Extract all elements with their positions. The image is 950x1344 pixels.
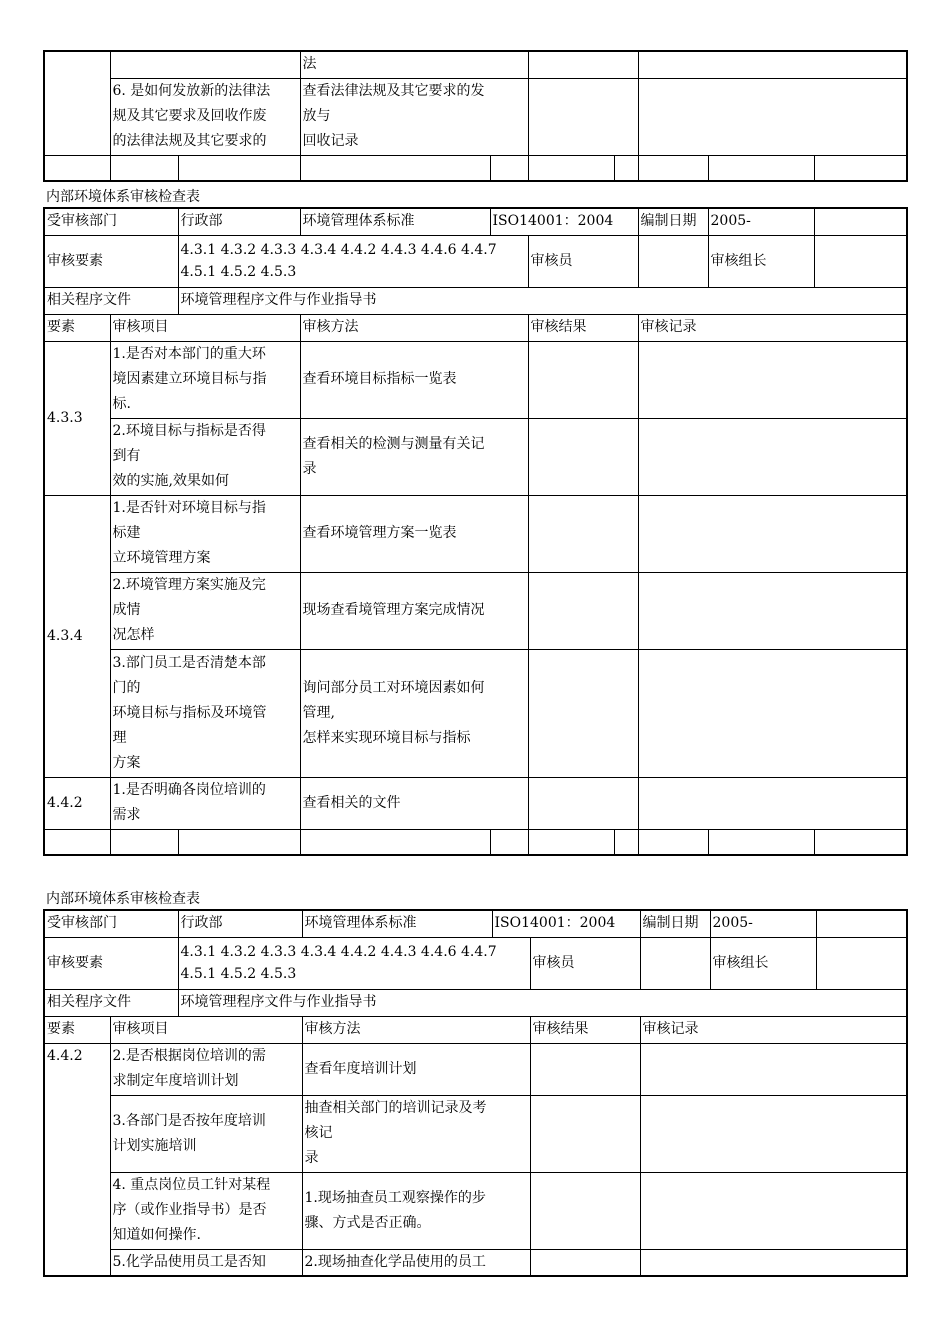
elements-label: 审核要素 <box>44 937 178 989</box>
filler-cell <box>638 155 708 181</box>
audit-record <box>638 777 907 829</box>
audit-method: 查看相关的文件 <box>300 777 528 829</box>
audit-item: 1.是否针对环境目标与指 标建 立环境管理方案 <box>110 495 300 572</box>
audit-method: 查看年度培训计划 <box>302 1043 530 1095</box>
filler-cell <box>44 155 110 181</box>
fragment-section <box>43 50 906 182</box>
audit-result <box>528 495 638 572</box>
audit-checklist-1 <box>43 188 906 856</box>
audit-result <box>530 1095 640 1172</box>
audit-item: 1.是否明确各岗位培训的 需求 <box>110 777 300 829</box>
audit-item: 1.是否对本部门的重大环 境因素建立环境目标与指 标. <box>110 341 300 418</box>
docs-label: 相关程序文件 <box>44 287 178 314</box>
filler-cell <box>708 829 814 855</box>
element-cell: 4.3.4 <box>44 495 110 777</box>
audit-item: 2.环境管理方案实施及完 成情 况怎样 <box>110 572 300 649</box>
date-label: 编制日期 <box>638 208 708 235</box>
filler-cell <box>110 829 178 855</box>
fragment-method-text: 法 <box>302 56 317 73</box>
filler-cell <box>638 829 708 855</box>
audit-record <box>640 1095 907 1172</box>
audit-method: 查看环境目标指标一览表 <box>300 341 528 418</box>
fragment-method-cell <box>300 51 528 78</box>
col-result: 审核结果 <box>528 314 638 341</box>
audit-item: 3.各部门是否按年度培训 计划实施培训 <box>110 1095 302 1172</box>
auditor-label: 审核员 <box>528 235 638 287</box>
date-extra <box>814 208 907 235</box>
dept-label: 受审核部门 <box>44 910 178 937</box>
dept-value: 行政部 <box>178 910 302 937</box>
audit-record <box>638 649 907 777</box>
filler-cell <box>178 829 300 855</box>
date-label: 编制日期 <box>640 910 710 937</box>
filler-cell <box>614 829 638 855</box>
fragment-table <box>43 50 908 182</box>
docs-value: 环境管理程序文件与作业指导书 <box>178 989 907 1016</box>
filler-cell <box>708 155 814 181</box>
audit-method: 询问部分员工对环境因素如何 管理, 怎样来实现环境目标与指标 <box>300 649 528 777</box>
dept-label: 受审核部门 <box>44 208 178 235</box>
dept-value: 行政部 <box>178 208 300 235</box>
filler-cell <box>528 829 614 855</box>
element-cell: 4.4.2 <box>44 777 110 829</box>
audit-result <box>530 1249 640 1276</box>
audit-method: 查看环境管理方案一览表 <box>300 495 528 572</box>
audit-record <box>640 1043 907 1095</box>
audit-result <box>528 572 638 649</box>
filler-cell <box>300 829 490 855</box>
audit-method: 2.现场抽查化学品使用的员工 <box>302 1249 530 1276</box>
standard-label: 环境管理体系标准 <box>300 208 490 235</box>
audit-result <box>530 1043 640 1095</box>
fragment-record-cell <box>638 51 907 78</box>
col-item: 审核项目 <box>110 1016 302 1043</box>
filler-cell <box>110 155 178 181</box>
filler-cell <box>178 155 300 181</box>
col-item: 审核项目 <box>110 314 300 341</box>
leader-value <box>814 235 907 287</box>
col-element: 要素 <box>44 1016 110 1043</box>
leader-value <box>816 937 907 989</box>
audit-result <box>528 649 638 777</box>
docs-label: 相关程序文件 <box>44 989 178 1016</box>
standard-label: 环境管理体系标准 <box>302 910 492 937</box>
audit-record <box>638 572 907 649</box>
fragment-item-6: 6. 是如何发放新的法律法 规及其它要求及回收作废 的法律法规及其它要求的 <box>110 78 300 155</box>
fragment-item-cell <box>110 51 300 78</box>
fragment-element-cell <box>44 51 110 155</box>
audit-record <box>638 495 907 572</box>
audit-item: 2.环境目标与指标是否得 到有 效的实施,效果如何 <box>110 418 300 495</box>
audit-result <box>530 1172 640 1249</box>
col-record: 审核记录 <box>640 1016 907 1043</box>
standard-value: ISO14001：2004 <box>492 910 640 937</box>
col-method: 审核方法 <box>300 314 528 341</box>
date-extra <box>816 910 907 937</box>
date-value: 2005- <box>708 208 814 235</box>
audit-result <box>528 777 638 829</box>
audit-item: 5.化学品使用员工是否知 <box>110 1249 302 1276</box>
table-caption: 内部环境体系审核检查表 <box>46 891 200 907</box>
audit-item: 2.是否根据岗位培训的需 求制定年度培训计划 <box>110 1043 302 1095</box>
auditor-label: 审核员 <box>530 937 640 989</box>
audit-method: 查看相关的检测与测量有关记 录 <box>300 418 528 495</box>
col-record: 审核记录 <box>638 314 907 341</box>
auditor-value <box>640 937 710 989</box>
audit-table-2 <box>43 909 908 1277</box>
audit-record <box>640 1172 907 1249</box>
audit-table-1 <box>43 207 908 856</box>
filler-cell <box>44 829 110 855</box>
element-cell: 4.3.3 <box>44 341 110 495</box>
elements-label: 审核要素 <box>44 235 178 287</box>
col-method: 审核方法 <box>302 1016 530 1043</box>
filler-cell <box>300 155 490 181</box>
filler-cell <box>814 829 907 855</box>
audit-result <box>528 418 638 495</box>
audit-item: 3.部门员工是否清楚本部 门的 环境目标与指标及环境管 理 方案 <box>110 649 300 777</box>
fragment-result-cell <box>528 51 638 78</box>
filler-cell <box>490 829 528 855</box>
audit-checklist-2 <box>43 890 906 1277</box>
elements-value: 4.3.1 4.3.2 4.3.3 4.3.4 4.4.2 4.4.3 4.4.6 4.4.7 4.5.1 4.5.2 4.5.3 <box>178 937 530 989</box>
audit-record <box>638 341 907 418</box>
elements-value: 4.3.1 4.3.2 4.3.3 4.3.4 4.4.2 4.4.3 4.4.6 4.4.7 4.5.1 4.5.2 4.5.3 <box>178 235 528 287</box>
leader-label: 审核组长 <box>710 937 816 989</box>
element-cell: 4.4.2 <box>44 1043 110 1276</box>
leader-label: 审核组长 <box>708 235 814 287</box>
date-value: 2005- <box>710 910 816 937</box>
audit-result <box>528 341 638 418</box>
col-element: 要素 <box>44 314 110 341</box>
audit-method: 抽查相关部门的培训记录及考 核记 录 <box>302 1095 530 1172</box>
fragment-result-6 <box>528 78 638 155</box>
filler-cell <box>614 155 638 181</box>
fragment-record-6 <box>638 78 907 155</box>
auditor-value <box>638 235 708 287</box>
audit-record <box>638 418 907 495</box>
docs-value: 环境管理程序文件与作业指导书 <box>178 287 907 314</box>
audit-item: 4. 重点岗位员工针对某程 序（或作业指导书）是否 知道如何操作. <box>110 1172 302 1249</box>
fragment-method-6: 查看法律法规及其它要求的发 放与 回收记录 <box>300 78 528 155</box>
audit-record <box>640 1249 907 1276</box>
audit-method: 现场查看境管理方案完成情况 <box>300 572 528 649</box>
filler-cell <box>814 155 907 181</box>
standard-value: ISO14001：2004 <box>490 208 638 235</box>
filler-cell <box>528 155 614 181</box>
filler-cell <box>490 155 528 181</box>
table-caption: 内部环境体系审核检查表 <box>46 189 200 205</box>
col-result: 审核结果 <box>530 1016 640 1043</box>
audit-method: 1.现场抽查员工观察操作的步 骤、方式是否正确。 <box>302 1172 530 1249</box>
